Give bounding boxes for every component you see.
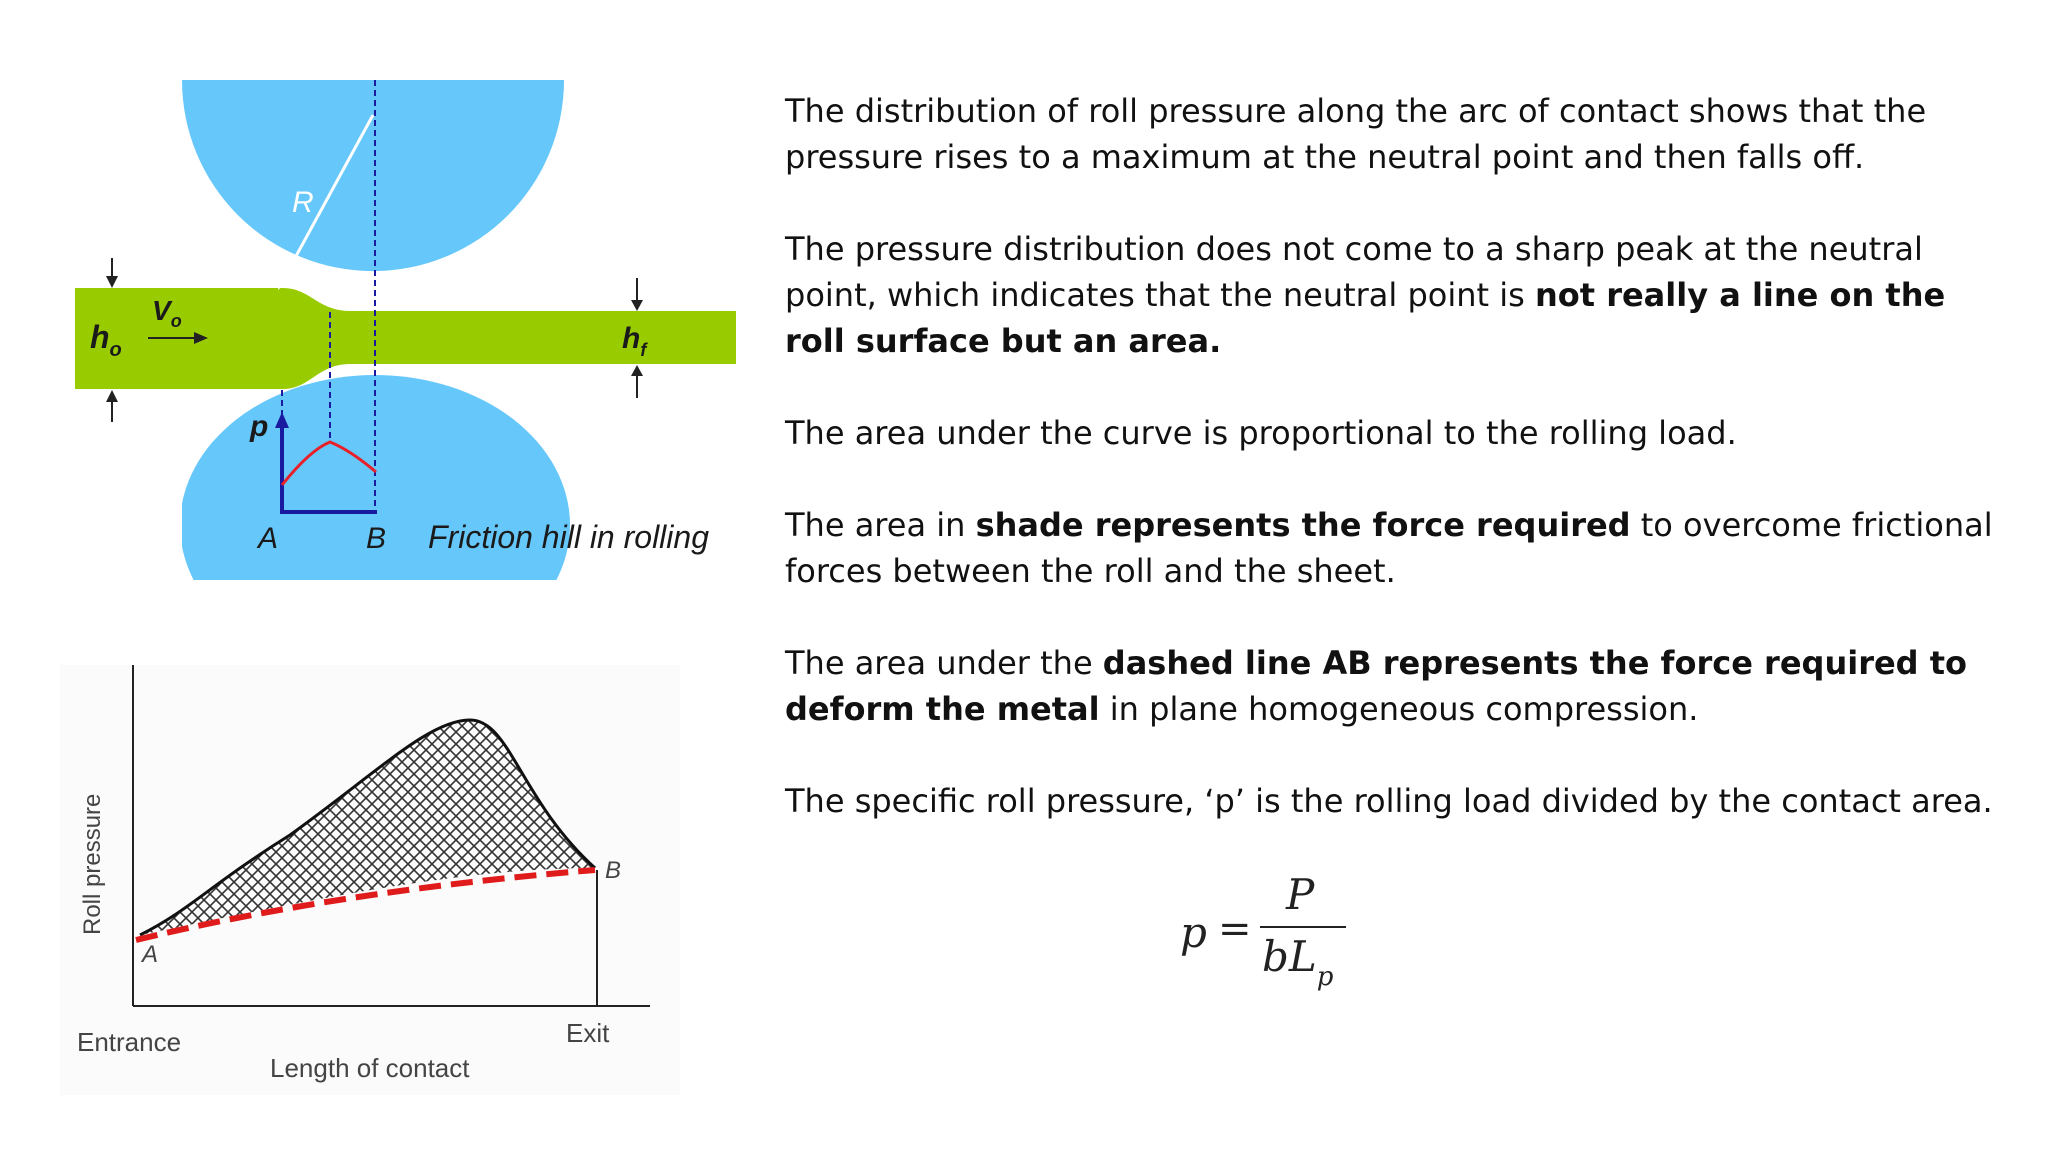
explanation-text (785, 88, 2005, 870)
paragraph-3: The area under the curve is proportional to the rolling load. (785, 414, 1737, 452)
formula-equals: = (1218, 906, 1252, 952)
formula-fraction-bar (1260, 926, 1346, 928)
upper-roll (182, 80, 564, 271)
label-h-f: $h_f$ (622, 322, 647, 360)
h-f-arrow-bottom-head (631, 365, 643, 376)
label-p: p (250, 410, 269, 443)
paragraph-1: The distribution of roll pressure along the arc of contact shows that the pressure rises to a maximum at the neutral point and then falls off. (785, 92, 1927, 176)
formula-denominator: $bL_p$ (1262, 932, 1334, 992)
label-h-o: $h_o$ (90, 319, 122, 361)
label-v-o: $V_o$ (152, 295, 182, 331)
paragraph-6: The specific roll pressure, ‘p’ is the rolling load divided by the contact area. (785, 782, 1993, 820)
shaded-friction-area (140, 720, 595, 935)
label-exit: Exit (566, 1018, 610, 1048)
rolling-diagram (70, 80, 770, 580)
label-A-bottom: A (142, 941, 159, 968)
h-o-arrow-bottom-head (106, 390, 118, 402)
specific-pressure-formula (1180, 870, 1360, 990)
formula-lhs: p (1180, 908, 1207, 957)
ylabel-roll-pressure: Roll pressure (79, 793, 106, 935)
label-R: R (292, 186, 314, 219)
roll-pressure-plot (60, 660, 680, 1100)
label-A-top: A (258, 522, 279, 555)
label-entrance: Entrance (77, 1027, 182, 1057)
paragraph-5: The area under the dashed line AB represents the force required to deform the metal in plane homogeneous compression. (785, 644, 1967, 728)
label-B-bottom: B (605, 857, 622, 884)
paragraph-4: The area in shade represents the force required to overcome frictional forces between the roll and the sheet. (785, 506, 1993, 590)
h-f-arrow-top-head (631, 300, 643, 311)
radius-arrow-head (278, 272, 292, 290)
label-B-top: B (366, 522, 387, 555)
xlabel-length-of-contact: Length of contact (270, 1053, 470, 1083)
h-o-arrow-top-head (106, 276, 118, 288)
paragraph-2: The pressure distribution does not come to a sharp peak at the neutral point, which indicates that the neutral point is not really a line on the roll surface but an area. (785, 230, 1946, 360)
caption-friction-hill: Friction hill in rolling (428, 519, 709, 555)
label-N: N (322, 265, 343, 296)
formula-numerator: P (1286, 870, 1315, 919)
